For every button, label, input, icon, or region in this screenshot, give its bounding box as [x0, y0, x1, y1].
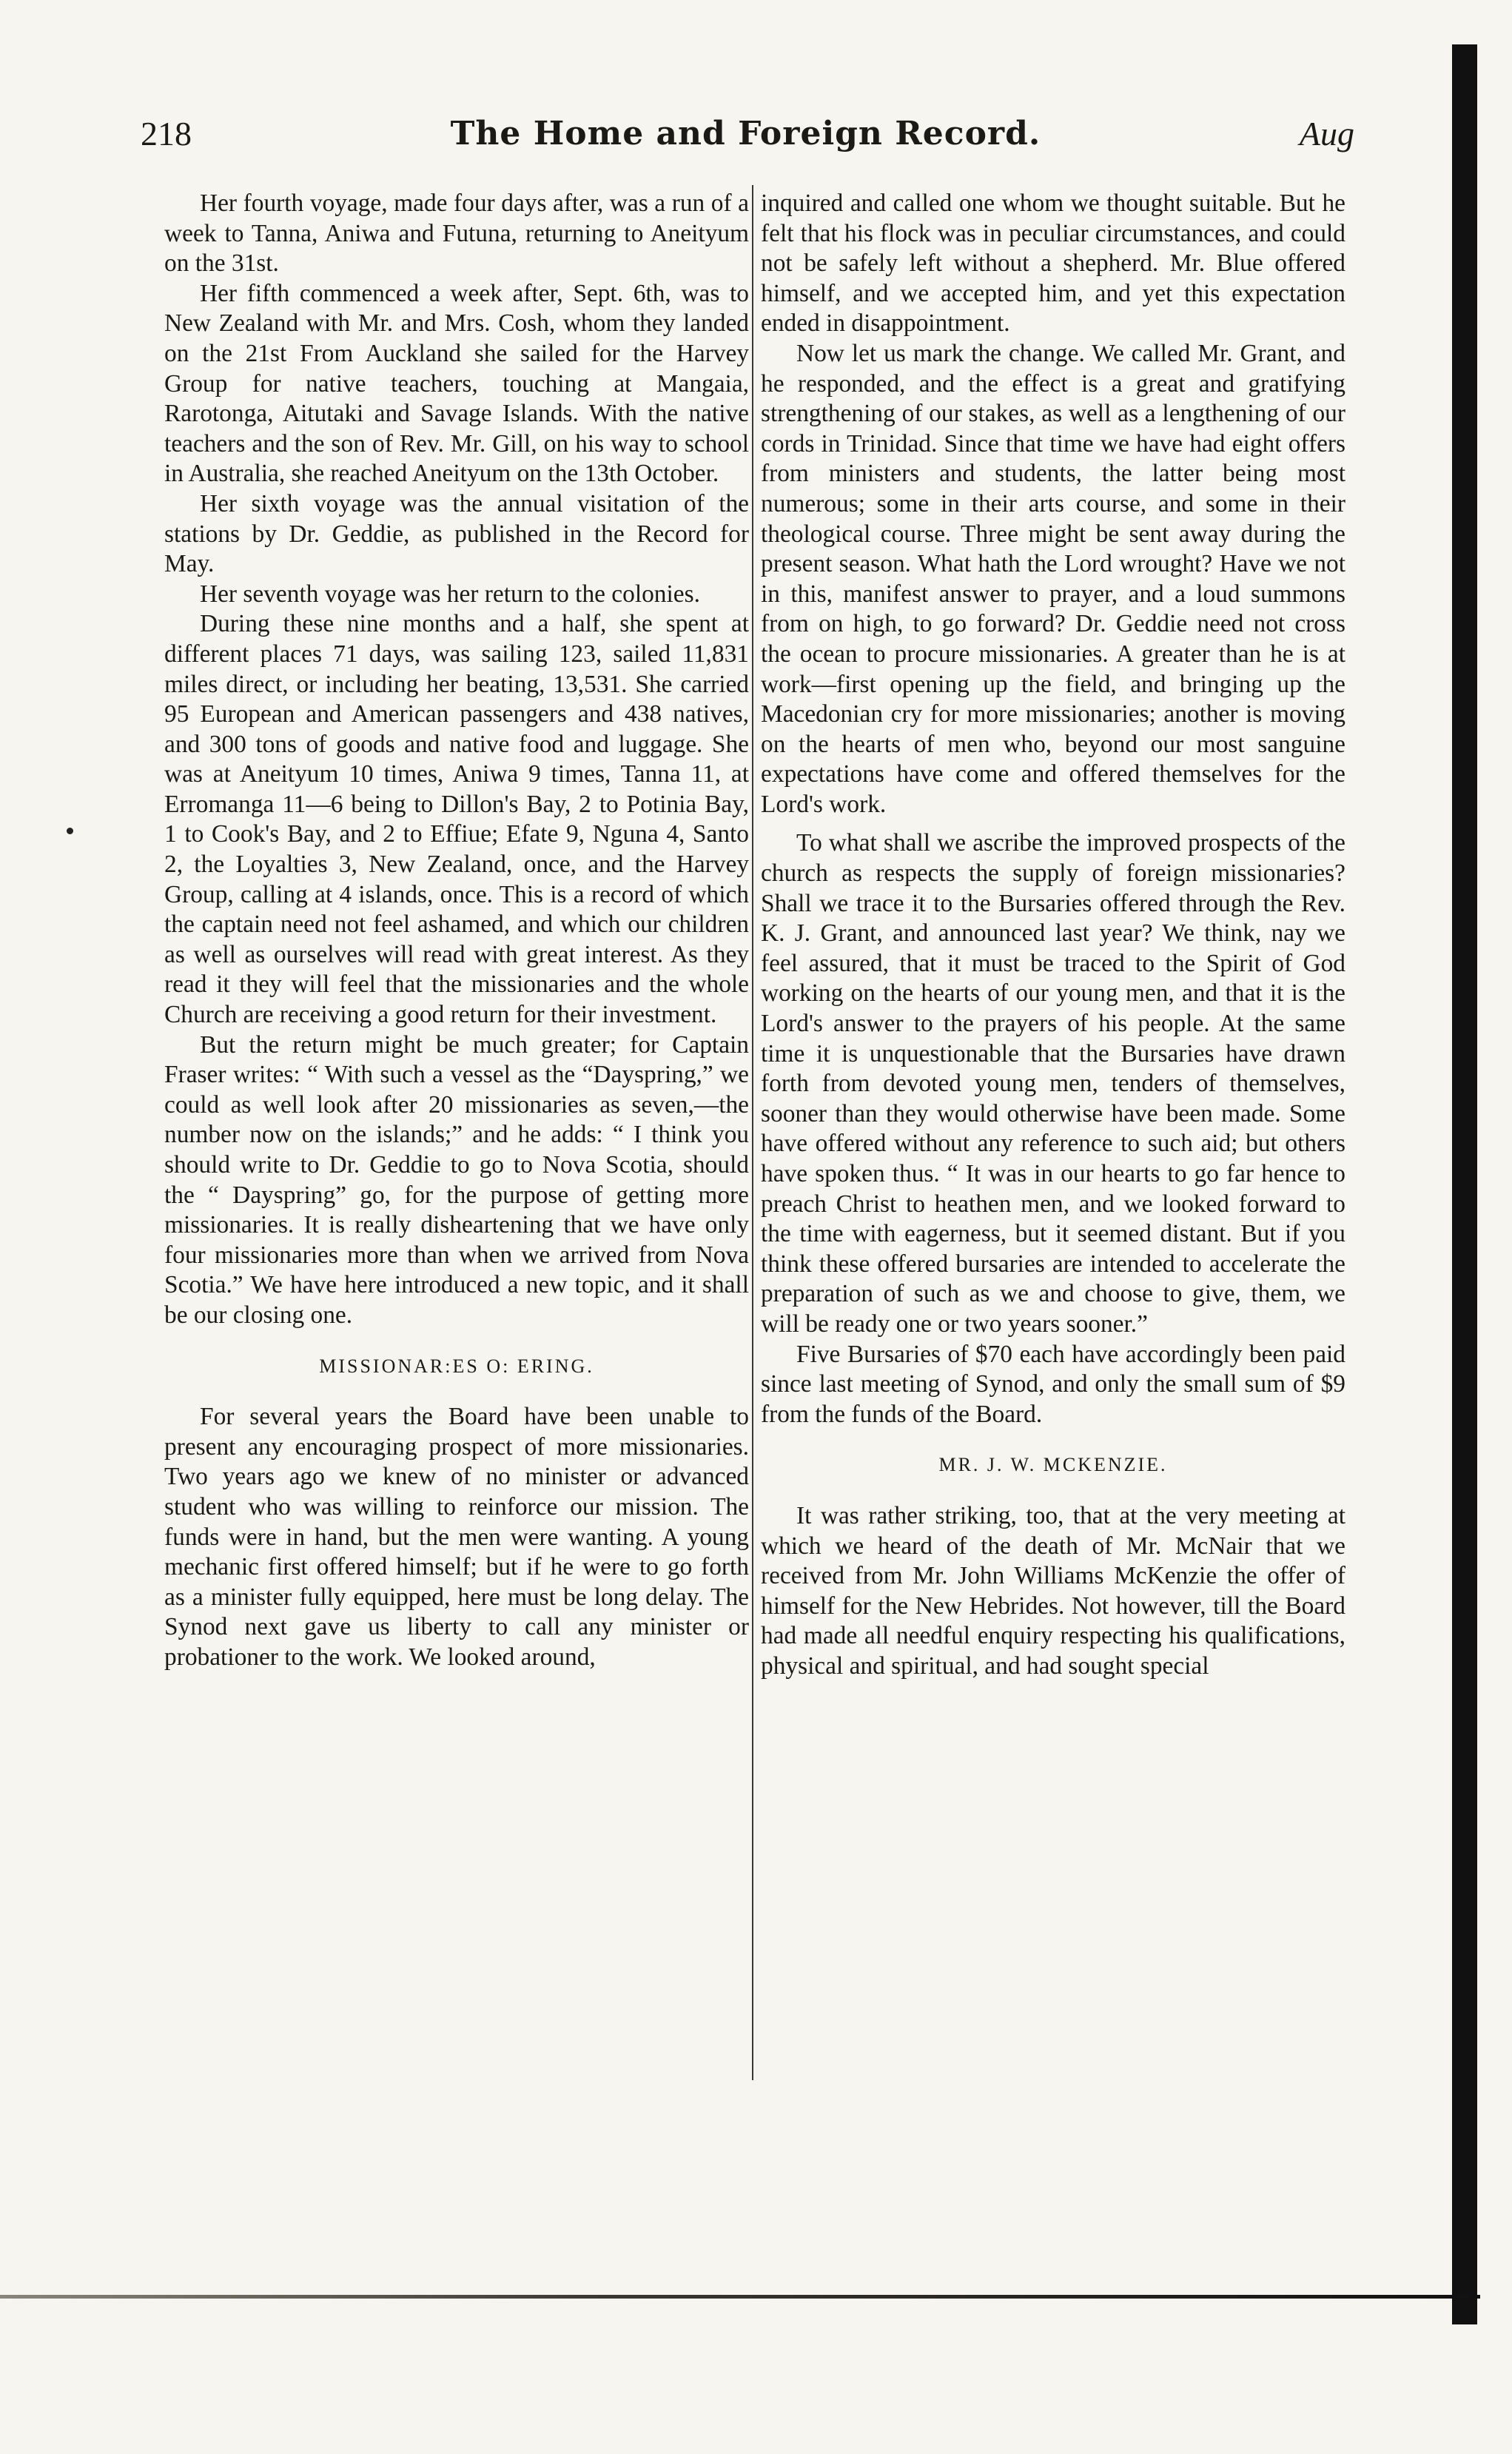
paragraph: To what shall we ascribe the improved prospects of the church as respects the supply of foreign missionaries? Shall we trace it to the Bursaries offered through the Rev. K. J. Grant, and announced last year? We think, nay we feel assured, that it must be traced to the Spirit of God working on the hearts of our young men, and that it is the Lord's answer to the prayers of his people. At the same time it is unquestionable that the Bursaries have drawn forth from devoted young men, tenders of themselves, sooner than they would otherwise have been made. Some have offered without any reference to such aid; but others have spoken thus. “ It was in our hearts to go far hence to preach Christ to heathen men, and we looked forward to the time with eagerness, but it seemed distant. But if you think these offered bursaries are intended to accelerate the preparation of such as we and choose to give, them, we will be ready one or two years sooner.”	[761, 829, 1345, 1338]
margin-mark	[67, 828, 73, 834]
paragraph: Now let us mark the change. We called Mr. Grant, and he responded, and the effect is a great and gratifying strengthening of our stakes, as well as a lengthening of our cords in Trinidad. Since that time we have had eight offers from ministers and students, the latter being most numerous; some in their arts course, and some in their theological course. Three might be sent away during the present season. What hath the Lord wrought? Have we not in this, manifest answer to prayer, and a loud summons from on high, to go forward? Dr. Geddie need not cross the ocean to procure missionaries. A greater than he is at work—first opening up the field, and bringing up the Macedonian cry for more missionaries; another is moving on the hearts of men who, beyond our most sanguine expectations have come and offered themselves for the Lord's work.	[761, 339, 1345, 818]
section-heading: MISSIONAR:ES O: ERING.	[319, 1355, 594, 1377]
paragraph: Her fourth voyage, made four days after, was a run of a week to Tanna, Aniwa and Futuna, returning to Aneityum on the 31st.	[164, 190, 749, 278]
paragraph: Her seventh voyage was her return to the colonies.	[200, 580, 700, 608]
running-header	[141, 104, 1354, 163]
paragraph: Her fifth commenced a week after, Sept. 6th, was to New Zealand with Mr. and Mrs. Cosh, whom they landed on the 21st From Auckland she sailed for the Harvey Group for native teachers, touching at Mangaia, Rarotonga, Aitutaki and Savage Islands. With the native teachers and the son of Rev. Mr. Gill, on his way to school in Australia, she reached Aneityum on the 13th October.	[164, 279, 749, 488]
page-number: 218	[141, 114, 192, 152]
paragraph: But the return might be much greater; for Captain Fraser writes: “ With such a vessel as the “Dayspring,” we could as well look after 20 missionaries as seven,—the number now on the islands;” and he adds: “ I think you should write to Dr. Geddie to go to Nova Scotia, should the “ Dayspring” go, for the purpose of getting more missionaries. It is really disheartening that we have only four missionaries more than when we arrived from Nova Scotia.” We have here introduced a new topic, and it shall be our closing one.	[164, 1030, 749, 1329]
paragraph: It was rather striking, too, that at the very meeting at which we heard of the death of Mr. McNair that we received from Mr. John Williams McKenzie the offer of himself for the New Hebrides. Not however, till the Board had made all needful enquiry respecting his qualifications, physical and spiritual, and had sought special	[761, 1501, 1345, 1680]
paragraph: Her sixth voyage was the annual visitation of the stations by Dr. Geddie, as published in the Record for May.	[164, 489, 749, 578]
paragraph: During these nine months and a half, she spent at different places 71 days, was sailing 123, sailed 11,831 miles direct, or including her beating, 13,531. She carried 95 European and American passengers and 438 natives, and 300 tons of goods and native food and luggage. She was at Aneityum 10 times, Aniwa 9 times, Tanna 11, at Erromanga 11—6 being to Dillon's Bay, 2 to Potinia Bay, 1 to Cook's Bay, and 2 to Effiue; Efate 9, Nguna 4, Santo 2, the Loyalties 3, New Zealand, once, and the Harvey Group, calling at 4 islands, once. This is a record of which the captain need not feel ashamed, and which our children as well as ourselves will read with great interest. As they read it they will feel that the missionaries and the whole Church are receiving a good return for their investment.	[164, 610, 749, 1029]
page-edge-shadow	[1452, 44, 1477, 2324]
left-column	[164, 189, 749, 1673]
paragraph: Five Bursaries of $70 each have accordingly been paid since last meeting of Synod, and only the small sum of $9 from the funds of the Board.	[761, 1340, 1345, 1428]
section-heading: MR. J. W. MCKENZIE.	[938, 1454, 1168, 1476]
right-column	[761, 189, 1345, 1682]
paragraph: For several years the Board have been unable to present any encouraging prospect of more missionaries. Two years ago we knew of no minister or advanced student who was willing to reinforce our mission. The funds were in hand, but the men were wanting. A young mechanic first offered himself; but if he were to go forth as a minister fully equipped, here must be long delay. The Synod next gave us liberty to call any minister or probationer to the work. We looked around,	[164, 1403, 749, 1671]
bottom-rule	[0, 2295, 1480, 2299]
header-month: Aug	[1299, 114, 1354, 152]
running-title: The Home and Foreign Record.	[450, 114, 1041, 152]
column-divider	[752, 185, 753, 2080]
paragraph: inquired and called one whom we thought suitable. But he felt that his flock was in peculiar circumstances, and could not be safely left without a shepherd. Mr. Blue offered himself, and we accepted him, and yet this expectation ended in disappointment.	[761, 190, 1345, 338]
